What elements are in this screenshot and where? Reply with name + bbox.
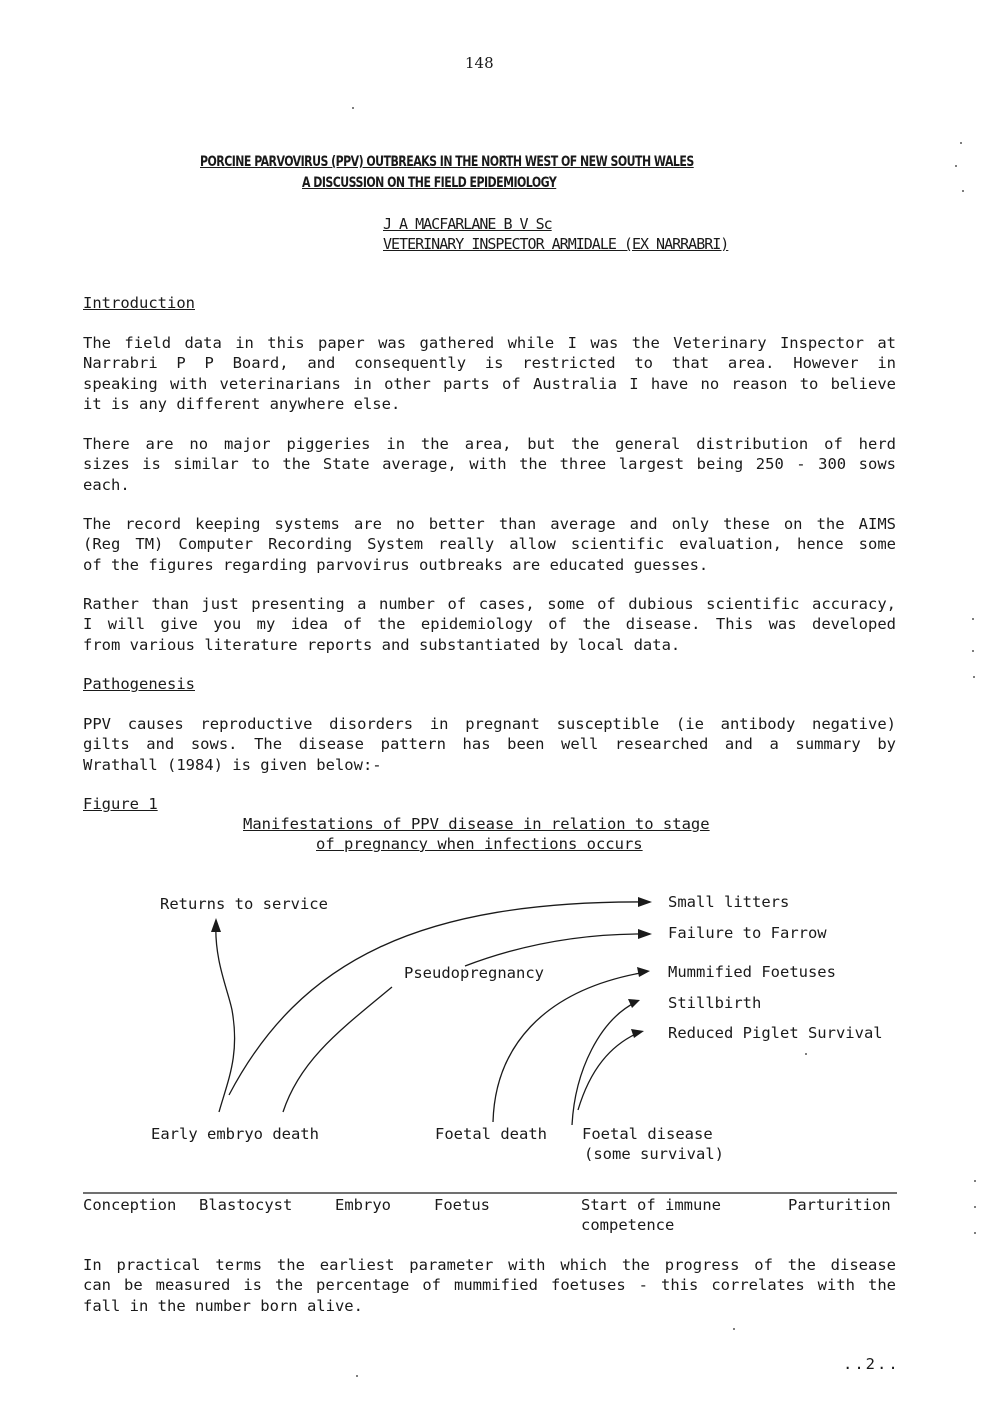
timeline-parturition: Parturition	[788, 1196, 891, 1214]
outcome-mummified-foetuses: Mummified Foetuses	[668, 963, 836, 981]
scan-speck	[960, 142, 962, 144]
label-returns-to-service: Returns to service	[160, 895, 328, 913]
scan-speck	[356, 1375, 358, 1377]
scan-speck	[974, 1180, 976, 1182]
figure-label: Figure 1	[83, 795, 158, 813]
timeline-foetus: Foetus	[434, 1196, 490, 1214]
curve-pseudopregnancy	[283, 987, 392, 1112]
outcome-stillbirth: Stillbirth	[668, 994, 762, 1012]
figure-caption-line-2: of pregnancy when infections occurs	[316, 835, 643, 853]
text-line: (Reg TM) Computer Recording System really allow scientific evaluation, hence some	[83, 535, 896, 554]
text-line: of the figures regarding parvovirus outbreaks are educated guesses.	[83, 555, 709, 574]
arrowhead-returns	[211, 918, 221, 932]
arrowhead-stillbirth	[628, 999, 640, 1008]
author-name: J A MACFARLANE B V Sc	[383, 215, 552, 233]
curve-returns-to-service	[216, 922, 235, 1112]
text-line: There are no major piggeries in the area, but the general distribution of herd	[83, 435, 896, 453]
scan-speck	[974, 1232, 976, 1234]
text-line: Wrathall (1984) is given below:-	[83, 755, 382, 774]
outcome-reduced-piglet-survival: Reduced Piglet Survival	[668, 1024, 883, 1042]
curve-failure-to-farrow	[465, 934, 650, 966]
label-some-survival: (some survival)	[584, 1145, 724, 1163]
scan-speck	[962, 190, 964, 192]
scan-speck	[972, 650, 974, 652]
title-line-2: A DISCUSSION ON THE FIELD EPIDEMIOLOGY	[302, 175, 557, 191]
arrowhead-reduced-piglet	[631, 1029, 644, 1038]
text-line: The field data in this paper was gathered while I was the Veterinary Inspector at	[83, 334, 896, 352]
author-position: VETERINARY INSPECTOR ARMIDALE (EX NARRABRI)	[383, 235, 729, 253]
text-line: it is any different anywhere else.	[83, 394, 401, 413]
timeline-conception: Conception	[83, 1196, 177, 1214]
pathogenesis-heading: Pathogenesis	[83, 675, 195, 693]
introduction-heading: Introduction	[83, 294, 195, 312]
text-line: In practical terms the earliest parameter with which the progress of the disease	[83, 1256, 896, 1274]
closing-paragraph	[83, 1255, 896, 1316]
continuation-marker: ..2..	[843, 1355, 900, 1373]
label-foetal-death: Foetal death	[435, 1125, 547, 1143]
timeline-start-of-immune: Start of immune	[581, 1196, 721, 1214]
text-line: speaking with veterinarians in other parts of Australia I have no reason to believe	[83, 374, 896, 393]
timeline-blastocyst: Blastocyst	[199, 1196, 293, 1214]
scan-speck	[974, 1206, 976, 1208]
text-line: fall in the number born alive.	[83, 1296, 363, 1315]
scan-speck	[972, 618, 974, 620]
scan-speck	[352, 107, 354, 109]
text-line: PPV causes reproductive disorders in pregnant susceptible (ie antibody negative)	[83, 715, 896, 733]
text-line: I will give you my idea of the epidemiology of the disease. This was developed	[83, 615, 896, 634]
outcome-failure-to-farrow: Failure to Farrow	[668, 924, 827, 942]
curve-stillbirth	[572, 1002, 636, 1125]
arrowhead-failure-to-farrow	[638, 929, 652, 939]
text-line: each.	[83, 475, 130, 494]
text-line: The record keeping systems are no better than average and only these on the AIMS	[83, 515, 896, 533]
curve-mummified-foetuses	[493, 972, 646, 1122]
text-line: can be measured is the percentage of mummified foetuses - this correlates with the	[83, 1276, 896, 1295]
arrowhead-mummified	[637, 967, 650, 977]
text-line: Narrabri P P Board, and consequently is restricted to that area. However in	[83, 354, 896, 373]
timeline-embryo: Embryo	[335, 1196, 391, 1214]
scan-speck	[733, 1328, 735, 1330]
page-number: 148	[465, 54, 494, 72]
scan-speck	[955, 165, 957, 167]
label-pseudopregnancy: Pseudopregnancy	[404, 964, 544, 982]
text-line: sizes is similar to the State average, with the three largest being 250 - 300 sows	[83, 455, 896, 474]
text-line: gilts and sows. The disease pattern has been well researched and a summary by	[83, 735, 896, 754]
label-foetal-disease: Foetal disease	[582, 1125, 713, 1143]
scan-speck	[805, 1053, 807, 1055]
figure-caption-line-1: Manifestations of PPV disease in relation to stage	[243, 815, 710, 833]
scan-speck	[973, 676, 975, 678]
curve-small-litters	[229, 902, 650, 1095]
label-early-embryo-death: Early embryo death	[151, 1125, 319, 1143]
title-line-1: PORCINE PARVOVIRUS (PPV) OUTBREAKS IN THE NORTH WEST OF NEW SOUTH WALES	[200, 154, 694, 170]
timeline-competence: competence	[581, 1216, 675, 1234]
arrowhead-small-litters	[638, 897, 652, 907]
text-line: Rather than just presenting a number of cases, some of dubious scientific accuracy,	[83, 595, 896, 613]
curve-reduced-piglet-survival	[578, 1032, 640, 1110]
outcome-small-litters: Small litters	[668, 893, 790, 911]
text-line: from various literature reports and substantiated by local data.	[83, 635, 681, 654]
